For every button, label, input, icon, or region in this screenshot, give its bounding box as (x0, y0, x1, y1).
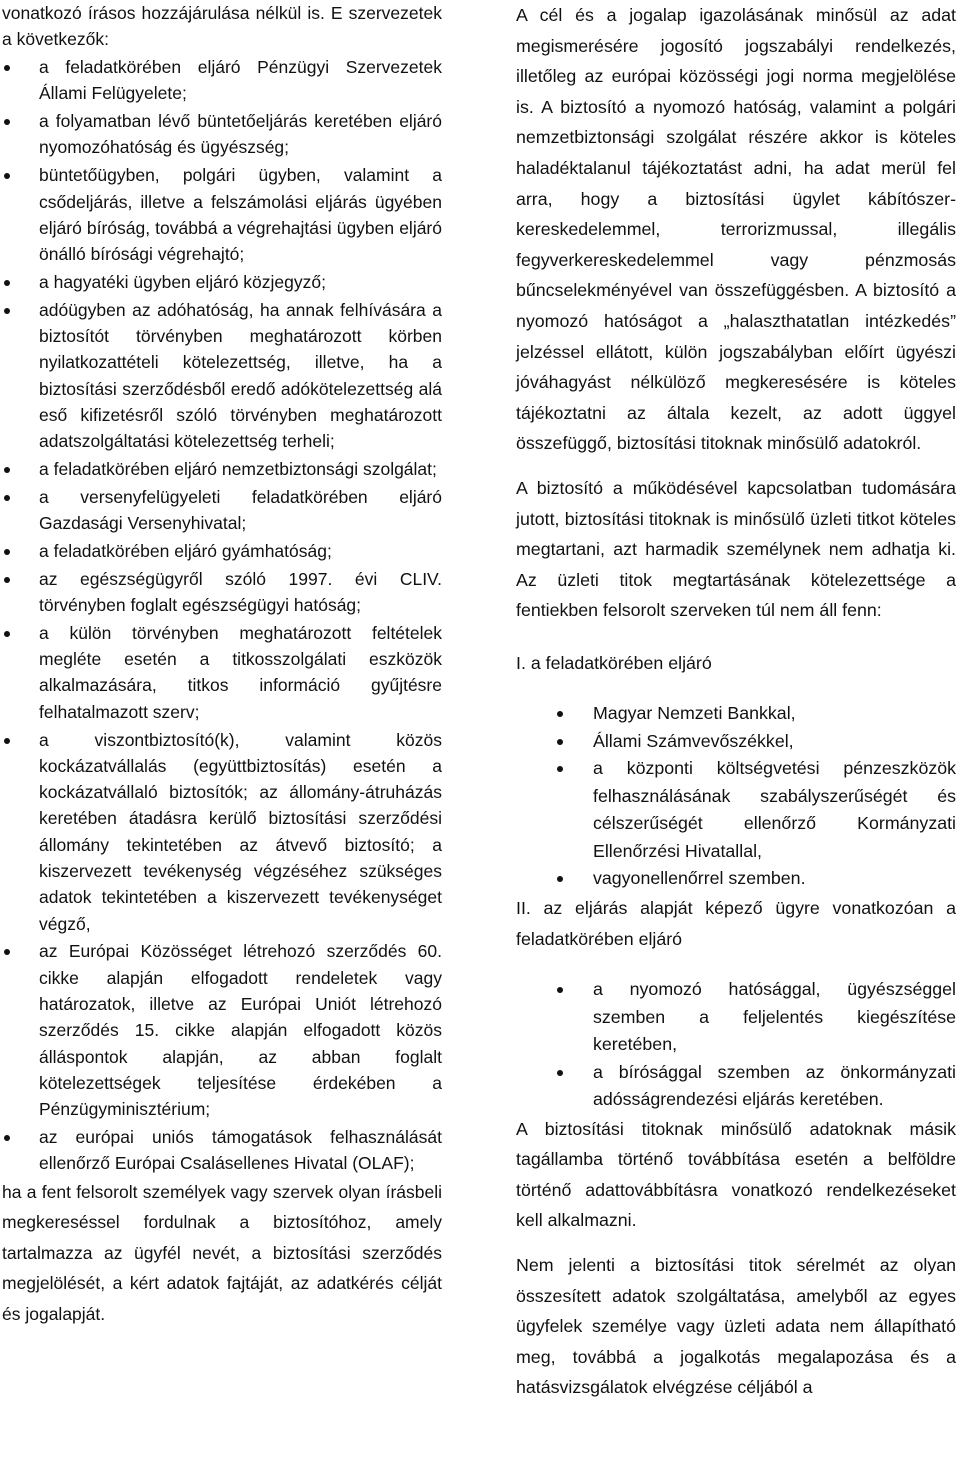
bullet-icon (557, 766, 563, 772)
list-item: a viszontbiztosító(k), valamint közös kockázatvállalás (együttbiztosítás) esetén a kockázatvállaló biztosítók; az állomány-átruházás keretében átadásra kerülő biztosítási szerződési állomány tekintetében az átvevő biztosító; a kiszervezett tevékenység végzéséhez szükséges adatok tekintetében a kiszervezett tevékenységet végző, (2, 727, 442, 937)
section-2-list (516, 976, 956, 1114)
left-column (2, 0, 442, 1329)
bullet-icon (4, 495, 10, 501)
bullet-icon (557, 1070, 563, 1076)
bullet-icon (4, 949, 10, 955)
list-item: a bírósággal szemben az önkormányzati adósságrendezési eljárás keretében. (516, 1059, 956, 1114)
authority-list (2, 54, 442, 1176)
left-outro: ha a fent felsorolt személyek vagy szervek olyan írásbeli megkereséssel fordulnak a biztosítóhoz, amely tartalmazza az ügyfél nevét, a biztosítási szerződés megjelölését, a kért adatok fajtáját, az adatkérés célját és jogalapját. (2, 1181, 442, 1324)
list-item: a központi költségvetési pénzeszközök felhasználásának szabályszerűségét és célszerűségét ellenőrző Kormányzati Ellenőrzési Hivatallal, (516, 755, 956, 865)
list-item: az Európai Közösséget létrehozó szerződés 60. cikke alapján elfogadott rendeletek vagy határozatok, illetve az Európai Uniót létrehozó szerződés 15. cikke alapján elfogadott közös álláspontok alapján, az abban foglalt kötelezettségek teljesítése érdekében a Pénzügyminisztérium; (2, 938, 442, 1122)
list-item: az egészségügyről szóló 1997. évi CLIV. törvényben foglalt egészségügyi hatóság; (2, 566, 442, 619)
bullet-icon (4, 119, 10, 125)
section-heading-1: I. a feladatkörében eljáró (516, 652, 712, 673)
left-intro: vonatkozó írásos hozzájárulása nélkül is. E szervezetek a következők: (2, 3, 442, 50)
bullet-icon (557, 876, 563, 882)
list-item: a hagyatéki ügyben eljáró közjegyző; (2, 269, 442, 295)
section-heading-2: II. az eljárás alapját képező ügyre vonatkozóan a feladatkörében eljáró (516, 897, 956, 949)
list-item: vagyonellenőrrel szemben. (516, 865, 956, 893)
list-item: a feladatkörében eljáró gyámhatóság; (2, 538, 442, 564)
list-item: a feladatkörében eljáró nemzetbiztonsági szolgálat; (2, 456, 442, 482)
section-1-list (516, 700, 956, 893)
list-item: a feladatkörében eljáró Pénzügyi Szervezetek Állami Felügyelete; (2, 54, 442, 107)
bullet-icon (557, 987, 563, 993)
paragraph-purpose-legal-basis: A cél és a jogalap igazolásának minősül az adat megismerésére jogosító jogszabályi rendelkezés, illetőleg az európai közösségi jogi norma megjelölése is. A biztosító a nyomozó hatóság, valamint a polgári nemzetbiztonsági szolgálat részére akkor is köteles haladéktalanul tájékoztatást adni, ha adat merül fel arra, hogy a biztosítási ügylet kábítószer-kereskedelemmel, terrorizmussal, illegális fegyverkereskedelemmel vagy pénzmosás bűncselekményével van összefüggésben. A biztosító a nyomozó hatóságot a „halaszthatatlan intézkedés” jelzéssel ellátott, külön jogszabályban előírt ügyészi jóváhagyást nélkülöző megkeresésére is köteles tájékoztatni az általa kezelt, az adott üggyel összefüggő, biztosítási titoknak minősülő adatokról. (516, 5, 956, 454)
bullet-icon (4, 549, 10, 555)
list-item: a folyamatban lévő büntetőeljárás keretében eljáró nyomozóhatóság és ügyészség; (2, 108, 442, 161)
list-item: az európai uniós támogatások felhasználását ellenőrző Európai Csalásellenes Hivatal (OLAF); (2, 1124, 442, 1177)
list-item: a versenyfelügyeleti feladatkörében eljáró Gazdasági Versenyhivatal; (2, 484, 442, 537)
paragraph-member-state-transfer: A biztosítási titoknak minősülő adatoknak másik tagállamba történő továbbítása esetén a belföldre történő adattovábbításra vonatkozó rendelkezéseket kell alkalmazni. (516, 1118, 956, 1231)
list-item: adóügyben az adóhatóság, ha annak felhívására a biztosítót törvényben meghatározott körben nyilatkozattételi kötelezettség, illetve, ha a biztosítási szerződésből eredő adókötelezettség alá eső kifizetésről szóló törvényben meghatározott adatszolgáltatási kötelezettség terheli; (2, 297, 442, 455)
bullet-icon (4, 173, 10, 179)
bullet-icon (4, 577, 10, 583)
bullet-icon (557, 739, 563, 745)
list-item: a külön törvényben meghatározott feltételek megléte esetén a titkosszolgálati eszközök alkalmazására, titkos információ gyűjtésre felhatalmazott szerv; (2, 620, 442, 725)
right-column (516, 0, 956, 1403)
list-item: Magyar Nemzeti Bankkal, (516, 700, 956, 728)
bullet-icon (4, 1135, 10, 1141)
bullet-icon (4, 631, 10, 637)
bullet-icon (557, 711, 563, 717)
bullet-icon (4, 65, 10, 71)
list-item: a nyomozó hatósággal, ügyészséggel szemben a feljelentés kiegészítése keretében, (516, 976, 956, 1059)
bullet-icon (4, 280, 10, 286)
bullet-icon (4, 467, 10, 473)
list-item: Állami Számvevőszékkel, (516, 728, 956, 756)
bullet-icon (4, 308, 10, 314)
paragraph-aggregated-data: Nem jelenti a biztosítási titok sérelmét az olyan összesített adatok szolgáltatása, amelyből az egyes ügyfelek személye vagy üzleti adata nem állapítható meg, továbbá a jogalkotás megalapozása és a hatásvizsgálatok elvégzése céljából a (516, 1255, 956, 1398)
bullet-icon (4, 738, 10, 744)
paragraph-business-secret: A biztosító a működésével kapcsolatban tudomására jutott, biztosítási titoknak is minősülő üzleti titkot köteles megtartani, azt harmadik személynek nem adhatja ki. Az üzleti titok megtartásának kötelezettsége a fentiekben felsorolt szerveken túl nem áll fenn: (516, 477, 956, 621)
list-item: büntetőügyben, polgári ügyben, valamint a csődeljárás, illetve a felszámolási eljárás ügyében eljáró bíróság, továbbá a végrehajtási ügyben eljáró önálló bírósági végrehajtó; (2, 162, 442, 267)
